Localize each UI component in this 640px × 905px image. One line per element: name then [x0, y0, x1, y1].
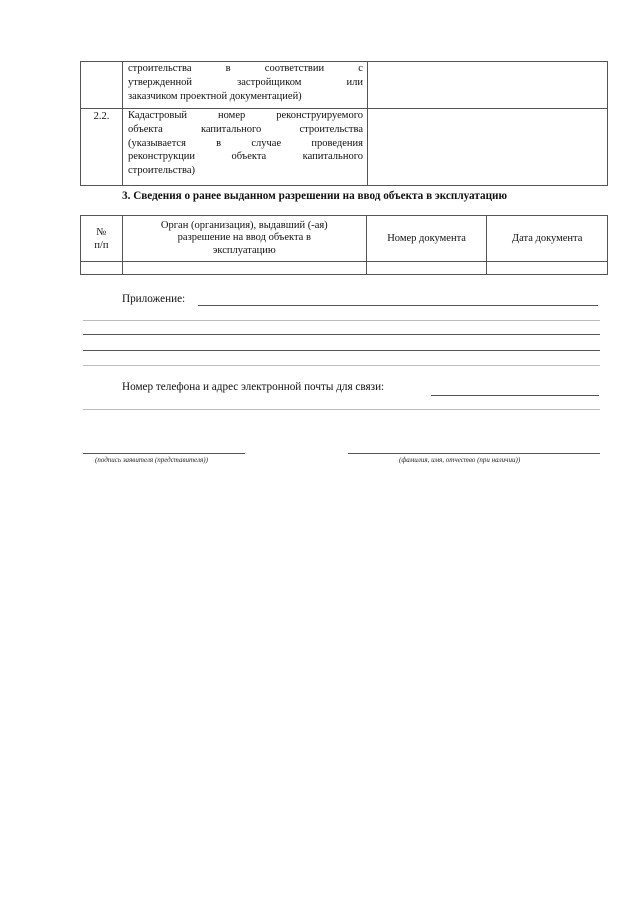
full-name-line[interactable] [348, 453, 600, 454]
row-value-cell[interactable] [368, 109, 608, 186]
word: проведения [311, 137, 363, 149]
word: объекта [128, 123, 163, 135]
word: соответствии [264, 63, 325, 74]
empty-cell[interactable] [487, 262, 608, 275]
table-row [81, 62, 608, 109]
permit-table [80, 215, 608, 275]
word: реконструкции [128, 151, 196, 163]
word: строительства) [128, 165, 195, 177]
word: капитального [200, 123, 262, 135]
word: заказчиком проектной документацией) [128, 90, 302, 102]
attachment-field-line[interactable] [198, 305, 598, 306]
attachment-field-line[interactable] [83, 334, 600, 335]
contact-field-line[interactable] [83, 409, 600, 410]
word: в [225, 63, 231, 74]
row-number-cell [81, 62, 123, 109]
word: реконструируемого [276, 110, 363, 121]
word: случае [251, 137, 282, 149]
attachment-field-line[interactable] [83, 350, 600, 351]
word: номер [218, 110, 246, 121]
word: (указывается [128, 137, 186, 149]
attachment-field-line[interactable] [83, 320, 600, 321]
table-header-row [81, 216, 608, 262]
word: или [346, 76, 363, 88]
row-description-cell [123, 62, 368, 109]
contact-field-line[interactable] [431, 395, 599, 396]
contact-label: Номер телефона и адрес электронной почты для связи: [122, 381, 385, 393]
header-line: п/п [94, 239, 109, 251]
word: объекта [231, 151, 267, 163]
word: капитального [302, 151, 363, 163]
section-heading: 3. Сведения о ранее выданном разрешении на ввод объекта в эксплуатацию [122, 190, 508, 202]
word: в [216, 137, 222, 149]
header-line: Орган (организация), выдавший (-ая) [160, 219, 328, 231]
table-row [81, 262, 608, 275]
empty-cell[interactable] [122, 262, 366, 275]
row-value-cell[interactable] [368, 62, 608, 109]
row-description-cell [123, 109, 368, 186]
info-table-continued [80, 61, 608, 186]
attachment-label: Приложение: [122, 293, 186, 305]
col-header-organization [122, 216, 366, 262]
full-name-hint: (фамилия, имя, отчество (при наличии)) [399, 456, 521, 464]
col-header-doc-date: Дата документа [487, 216, 608, 262]
word: с [358, 63, 363, 74]
word: Кадастровый [128, 110, 188, 121]
col-header-doc-number: Номер документа [366, 216, 487, 262]
header-line: разрешение на ввод объекта в [177, 232, 311, 244]
table-row [81, 109, 608, 186]
col-header-number [81, 216, 123, 262]
empty-cell[interactable] [81, 262, 123, 275]
word: застройщиком [237, 76, 302, 88]
word: строительства [128, 63, 192, 74]
signature-line[interactable] [83, 453, 245, 454]
header-line: эксплуатацию [212, 244, 276, 256]
signature-hint: (подпись заявителя (представителя)) [95, 456, 208, 464]
attachment-field-line[interactable] [83, 365, 600, 366]
word: утвержденной [128, 76, 193, 88]
word: строительства [299, 123, 363, 135]
row-number-cell: 2.2. [81, 109, 123, 186]
empty-cell[interactable] [366, 262, 487, 275]
header-line: № [96, 226, 107, 238]
